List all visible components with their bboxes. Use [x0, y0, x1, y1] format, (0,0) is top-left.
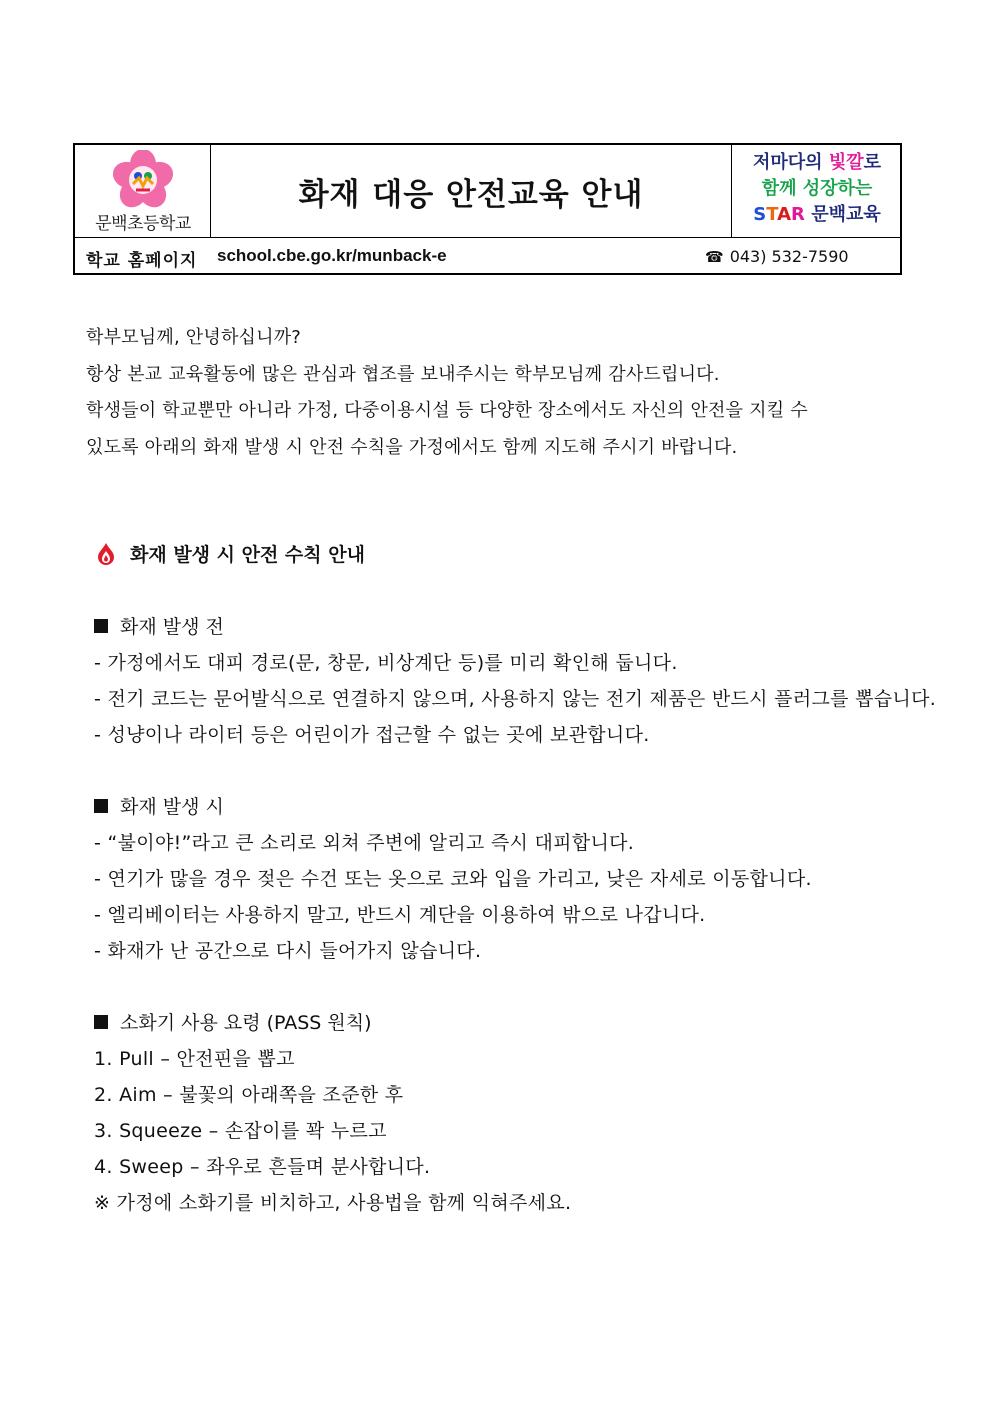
- square-bullet-icon: [94, 1015, 108, 1029]
- phone-text: 043) 532-7590: [729, 247, 849, 266]
- list-item: - “불이야!”라고 큰 소리로 외쳐 주변에 알리고 즉시 대피합니다.: [94, 832, 635, 854]
- during-heading-text: 화재 발생 시: [120, 796, 224, 818]
- slogan-line-2: 함께 성장하는: [761, 178, 873, 199]
- letterhead: [73, 143, 902, 275]
- intro-line: 있도록 아래의 화재 발생 시 안전 수칙을 가정에서도 함께 지도해 주시기 바랍니다.: [86, 437, 738, 458]
- list-item: 3. Squeeze – 손잡이를 꽉 누르고: [94, 1120, 387, 1142]
- before-heading: [94, 612, 224, 639]
- list-item: - 성냥이나 라이터 등은 어린이가 접근할 수 없는 곳에 보관합니다.: [94, 724, 650, 746]
- list-item: - 화재가 난 공간으로 다시 들어가지 않습니다.: [94, 940, 482, 962]
- homepage-link[interactable]: school.cbe.go.kr/munback-e: [217, 246, 447, 265]
- pass-heading: [94, 1008, 372, 1035]
- school-slogan: [732, 145, 902, 237]
- title-cell: [211, 145, 732, 237]
- logo-cell: [75, 145, 211, 237]
- contact-row: [75, 237, 900, 273]
- square-bullet-icon: [94, 799, 108, 813]
- intro-line: 학생들이 학교뿐만 아니라 가정, 다중이용시설 등 다양한 장소에서도 자신의 안전을 지킬 수: [86, 400, 808, 421]
- before-heading-text: 화재 발생 전: [120, 616, 224, 638]
- during-heading: [94, 792, 224, 819]
- list-item: - 가정에서도 대피 경로(문, 창문, 비상계단 등)를 미리 확인해 둡니다.: [94, 652, 678, 674]
- slogan-line-3: [732, 202, 902, 228]
- pass-note: ※ 가정에 소화기를 비치하고, 사용법을 함께 익혀주세요.: [94, 1192, 572, 1214]
- phone-icon: ☎: [705, 248, 724, 266]
- list-item: 1. Pull – 안전핀을 뽑고: [94, 1048, 295, 1070]
- document-title: 화재 대응 안전교육 안내: [298, 176, 644, 213]
- square-bullet-icon: [94, 619, 108, 633]
- flame-icon: [96, 542, 116, 566]
- slogan-line-1: [732, 150, 902, 176]
- homepage-label: 학교 홈페이지: [86, 251, 198, 271]
- list-item: - 연기가 많을 경우 젖은 수건 또는 옷으로 코와 입을 가리고, 낮은 자세로 이동합니다.: [94, 868, 812, 890]
- star-letter-s: S: [753, 204, 767, 225]
- intro-line: 항상 본교 교육활동에 많은 관심과 협조를 보내주시는 학부모님께 감사드립니다.: [86, 364, 720, 385]
- list-item: - 전기 코드는 문어발식으로 연결하지 않으며, 사용하지 않는 전기 제품은 반드시 플러그를 뽑습니다.: [94, 688, 937, 710]
- pass-heading-text: 소화기 사용 요령 (PASS 원칙): [120, 1012, 372, 1034]
- slogan-highlight: 빛깔: [828, 152, 864, 173]
- star-letter-r: R: [791, 204, 805, 225]
- intro-line: 학부모님께, 안녕하십니까?: [86, 327, 302, 348]
- school-emblem-logo: [109, 150, 177, 208]
- list-item: 2. Aim – 불꽃의 아래쪽을 조준한 후: [94, 1084, 404, 1106]
- slogan-text: 저마다의: [753, 152, 829, 173]
- slogan-text: 문백교육: [804, 204, 881, 225]
- school-name: 문백초등학교: [95, 214, 191, 234]
- star-letter-t: T: [766, 204, 778, 225]
- phone-number: [705, 247, 849, 266]
- list-item: - 엘리베이터는 사용하지 말고, 반드시 계단을 이용하여 밖으로 나갑니다.: [94, 904, 706, 926]
- list-item: 4. Sweep – 좌우로 흔들며 분사합니다.: [94, 1156, 431, 1178]
- section-title: [96, 540, 365, 567]
- section-title-text: 화재 발생 시 안전 수칙 안내: [130, 544, 365, 566]
- slogan-text: 로: [863, 152, 881, 173]
- star-letter-a: A: [777, 204, 792, 225]
